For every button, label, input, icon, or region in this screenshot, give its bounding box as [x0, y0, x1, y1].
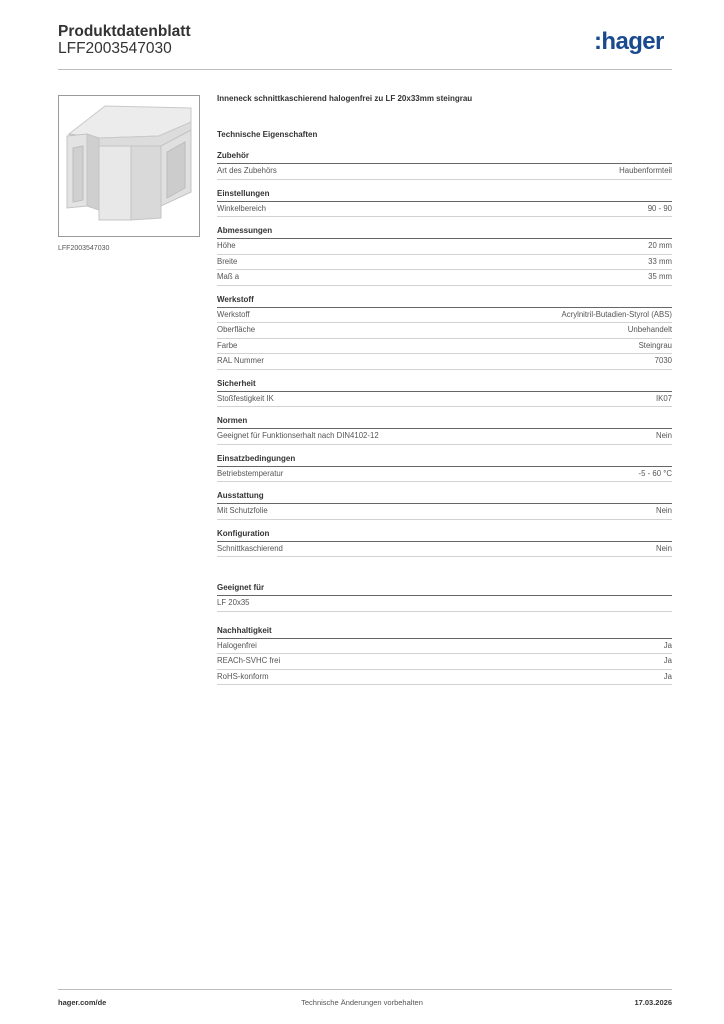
spec-row: [217, 164, 672, 180]
section-heading: Zubehör: [217, 149, 672, 164]
spec-row: [217, 639, 672, 655]
spec-label: RAL Nummer: [217, 356, 264, 365]
document-article-number: LFF2003547030: [58, 40, 172, 57]
spec-label: Werkstoff: [217, 309, 250, 319]
section-einsatzbedingungen: [217, 452, 672, 483]
spec-content: [217, 92, 672, 685]
section-heading: Geeignet für: [217, 581, 672, 596]
footer-website-link[interactable]: hager.com/de: [58, 998, 107, 1007]
spec-value: Unbehandelt: [627, 325, 672, 334]
footer-date: 17.03.2026: [634, 998, 672, 1007]
section-geeignet-fuer: [217, 581, 672, 612]
spec-value: Ja: [663, 671, 672, 681]
section-ausstattung: [217, 489, 672, 520]
section-heading: Konfiguration: [217, 527, 672, 542]
spec-label: REACh-SVHC frei: [217, 656, 281, 665]
spec-value: 7030: [654, 356, 672, 365]
sustainability-section: [217, 624, 672, 686]
section-nachhaltigkeit: [217, 624, 672, 686]
spec-value: Ja: [663, 640, 672, 650]
spec-value: Steingrau: [638, 340, 672, 350]
section-einstellungen: [217, 187, 672, 218]
spec-value: Nein: [655, 431, 672, 440]
spec-value: 35 mm: [648, 272, 672, 281]
spec-row: [217, 239, 672, 255]
spec-sections: [217, 149, 672, 557]
suitable-for-section: [217, 581, 672, 612]
footer-divider: [58, 989, 672, 990]
spec-row: [217, 504, 672, 520]
section-werkstoff: [217, 293, 672, 370]
spec-label: Geeignet für Funktionserhalt nach DIN4102-12: [217, 431, 379, 440]
footer-notice: Technische Änderungen vorbehalten: [301, 998, 423, 1007]
section-heading: Nachhaltigkeit: [217, 624, 672, 639]
spec-label: Schnittkaschierend: [217, 543, 283, 553]
spec-row: [217, 392, 672, 408]
spec-row: [217, 339, 672, 355]
spec-value: IK07: [655, 393, 672, 403]
document-title: Produktdatenblatt: [58, 23, 191, 40]
section-zubehoer: [217, 149, 672, 180]
product-image: [58, 95, 200, 237]
spec-label: Maß a: [217, 272, 240, 281]
section-sicherheit: [217, 377, 672, 408]
spec-value: -5 - 60 °C: [638, 468, 672, 478]
section-heading: Werkstoff: [217, 293, 672, 308]
spec-label: RoHS-konform: [217, 671, 269, 681]
section-heading: Einstellungen: [217, 187, 672, 202]
spec-label: Art des Zubehörs: [217, 166, 277, 175]
spec-value: 33 mm: [648, 256, 672, 266]
spec-label: Halogenfrei: [217, 640, 257, 650]
section-heading: Sicherheit: [217, 377, 672, 392]
spec-label: Höhe: [217, 241, 236, 250]
spec-value: Ja: [663, 656, 672, 665]
spec-label: Betriebstemperatur: [217, 468, 284, 478]
spec-value: Haubenformteil: [619, 166, 672, 175]
image-caption: LFF2003547030: [58, 245, 110, 252]
spec-row: [217, 542, 672, 558]
spec-value: Nein: [655, 506, 672, 515]
hager-logo: :hager: [594, 28, 664, 55]
section-heading: Einsatzbedingungen: [217, 452, 672, 467]
spec-row: [217, 270, 672, 286]
corner-piece-illustration: [59, 96, 199, 236]
spec-label: Oberfläche: [217, 325, 256, 334]
spec-label: Stoßfestigkeit IK: [217, 393, 274, 403]
spec-label: Breite: [217, 256, 238, 266]
spec-label: Farbe: [217, 340, 238, 350]
section-heading: Normen: [217, 414, 672, 429]
spec-row: [217, 354, 672, 370]
spec-value: 20 mm: [648, 241, 672, 250]
spec-label: Mit Schutzfolie: [217, 506, 268, 515]
spec-row: [217, 467, 672, 483]
spec-row: [217, 429, 672, 445]
product-description: Inneneck schnittkaschierend halogenfrei zu LF 20x33mm steingrau: [217, 94, 473, 103]
spec-row: [217, 654, 672, 670]
spec-row: [217, 202, 672, 218]
spec-row: [217, 308, 672, 324]
spec-value: 90 - 90: [647, 203, 672, 213]
spec-row: [217, 323, 672, 339]
spec-row: [217, 255, 672, 271]
section-normen: [217, 414, 672, 445]
section-heading: Abmessungen: [217, 224, 672, 239]
spec-value: Nein: [655, 543, 672, 553]
spec-label: Winkelbereich: [217, 203, 266, 213]
header-divider: [58, 69, 672, 70]
section-konfiguration: [217, 527, 672, 558]
spec-row: [217, 596, 672, 612]
technical-heading: Technische Eigenschaften: [217, 130, 318, 139]
spec-row: [217, 670, 672, 686]
spec-label: LF 20x35: [217, 598, 250, 607]
section-abmessungen: [217, 224, 672, 286]
spec-value: Acrylnitril-Butadien-Styrol (ABS): [561, 309, 672, 319]
section-heading: Ausstattung: [217, 489, 672, 504]
